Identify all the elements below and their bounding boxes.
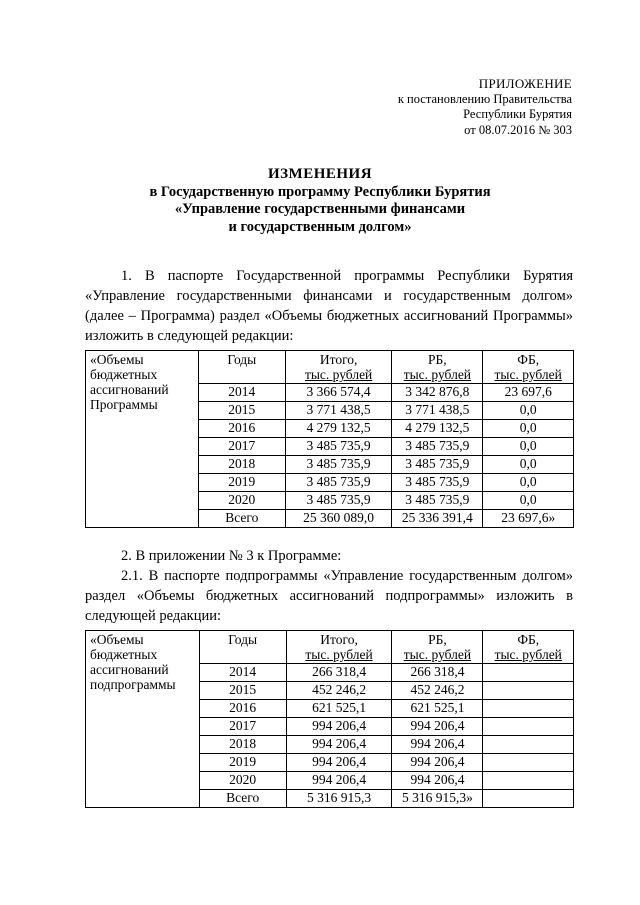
cell-total: 452 246,2 bbox=[286, 682, 392, 700]
cell-total: 621 525,1 bbox=[286, 700, 392, 718]
cell-rb: 3 342 876,8 bbox=[392, 384, 483, 402]
appendix-header bbox=[398, 76, 572, 138]
cell-total: 3 366 574,4 bbox=[285, 384, 391, 402]
cell-fb: 0,0 bbox=[483, 474, 574, 492]
table-label: «Объемы бюджетных ассигнований подпрограммы bbox=[86, 631, 200, 808]
header-total: Итого, тыс. рублей bbox=[286, 631, 392, 664]
cell-total: 25 360 089,0 bbox=[285, 510, 391, 528]
title-line-3: «Управление государственными финансами bbox=[174, 201, 466, 217]
cell-rb: 994 206,4 bbox=[392, 754, 483, 772]
cell-rb: 5 316 915,3» bbox=[392, 790, 483, 808]
cell-year: 2019 bbox=[198, 474, 285, 492]
cell-year: 2014 bbox=[198, 384, 285, 402]
cell-year: 2018 bbox=[198, 456, 285, 474]
cell-total: 994 206,4 bbox=[286, 772, 392, 790]
cell-rb: 994 206,4 bbox=[392, 772, 483, 790]
cell-year: Всего bbox=[199, 790, 286, 808]
header-years: Годы bbox=[199, 631, 286, 664]
document-title bbox=[0, 166, 640, 236]
budget-table-program bbox=[85, 350, 574, 528]
cell-rb: 4 279 132,5 bbox=[392, 420, 483, 438]
cell-year: 2018 bbox=[199, 736, 286, 754]
paragraph-1: 1. В паспорте Государственной программы Республики Бурятия «Управление государственными финансами и государственным долгом» (далее – Программа) раздел «Объемы бюджетных ассигнований Программы» изложить в следующей редакции: bbox=[85, 268, 573, 344]
title-line-1: ИЗМЕНЕНИЯ bbox=[267, 166, 373, 182]
cell-rb: 3 485 735,9 bbox=[392, 474, 483, 492]
cell-total: 3 485 735,9 bbox=[285, 456, 391, 474]
title-line-4: и государственным долгом» bbox=[228, 218, 412, 235]
cell-year: 2015 bbox=[199, 682, 286, 700]
cell-year: 2017 bbox=[198, 438, 285, 456]
paragraph-3: 2.1. В паспорте подпрограммы «Управление государственным долгом» раздел «Объемы бюджетных ассигнований подпрограммы» изложить в следующей редакции: bbox=[85, 568, 573, 624]
header-fb: ФБ, тыс. рублей bbox=[483, 351, 574, 384]
cell-total: 3 485 735,9 bbox=[285, 492, 391, 510]
cell-fb bbox=[483, 700, 574, 718]
cell-fb bbox=[483, 736, 574, 754]
cell-total: 994 206,4 bbox=[286, 718, 392, 736]
cell-year: 2020 bbox=[198, 492, 285, 510]
cell-total: 3 485 735,9 bbox=[285, 474, 391, 492]
cell-rb: 266 318,4 bbox=[392, 664, 483, 682]
cell-rb: 994 206,4 bbox=[392, 718, 483, 736]
cell-fb: 0,0 bbox=[483, 438, 574, 456]
cell-fb: 0,0 bbox=[483, 492, 574, 510]
appendix-line-1: к постановлению Правительства bbox=[397, 91, 572, 106]
cell-year: 2020 bbox=[199, 772, 286, 790]
cell-year: 2019 bbox=[199, 754, 286, 772]
cell-fb bbox=[483, 790, 574, 808]
cell-total: 3 771 438,5 bbox=[285, 402, 391, 420]
cell-rb: 3 485 735,9 bbox=[392, 492, 483, 510]
cell-rb: 3 485 735,9 bbox=[392, 456, 483, 474]
appendix-title: ПРИЛОЖЕНИЕ bbox=[478, 76, 572, 91]
budget-table-subprogram bbox=[85, 630, 574, 808]
cell-rb: 3 771 438,5 bbox=[392, 402, 483, 420]
cell-year: 2014 bbox=[199, 664, 286, 682]
cell-fb bbox=[483, 664, 574, 682]
cell-total: 5 316 915,3 bbox=[286, 790, 392, 808]
table-label: «Объемы бюджетных ассигнований Программы bbox=[86, 351, 199, 528]
cell-total: 266 318,4 bbox=[286, 664, 392, 682]
cell-rb: 621 525,1 bbox=[392, 700, 483, 718]
cell-fb bbox=[483, 772, 574, 790]
cell-total: 4 279 132,5 bbox=[285, 420, 391, 438]
cell-fb bbox=[483, 754, 574, 772]
cell-year: 2017 bbox=[199, 718, 286, 736]
cell-fb bbox=[483, 718, 574, 736]
cell-total: 994 206,4 bbox=[286, 736, 392, 754]
cell-fb: 0,0 bbox=[483, 456, 574, 474]
cell-rb: 25 336 391,4 bbox=[392, 510, 483, 528]
cell-total: 3 485 735,9 bbox=[285, 438, 391, 456]
header-rb: РБ, тыс. рублей bbox=[392, 351, 483, 384]
appendix-line-2: Республики Бурятия bbox=[463, 107, 572, 121]
cell-rb: 452 246,2 bbox=[392, 682, 483, 700]
cell-total: 994 206,4 bbox=[286, 754, 392, 772]
cell-year: Всего bbox=[198, 510, 285, 528]
header-rb: РБ, тыс. рублей bbox=[392, 631, 483, 664]
cell-year: 2016 bbox=[198, 420, 285, 438]
cell-year: 2016 bbox=[199, 700, 286, 718]
header-total: Итого, тыс. рублей bbox=[285, 351, 391, 384]
cell-fb: 0,0 bbox=[483, 402, 574, 420]
cell-rb: 994 206,4 bbox=[392, 736, 483, 754]
cell-fb: 23 697,6 bbox=[483, 384, 574, 402]
header-fb: ФБ, тыс. рублей bbox=[483, 631, 574, 664]
cell-fb: 23 697,6» bbox=[483, 510, 574, 528]
cell-year: 2015 bbox=[198, 402, 285, 420]
appendix-line-3: от 08.07.2016 № 303 bbox=[464, 122, 572, 137]
header-years: Годы bbox=[198, 351, 285, 384]
cell-fb: 0,0 bbox=[483, 420, 574, 438]
cell-rb: 3 485 735,9 bbox=[392, 438, 483, 456]
paragraph-2: 2. В приложении № 3 к Программе: bbox=[121, 548, 342, 564]
title-line-2: в Государственную программу Республики Бурятия bbox=[149, 183, 491, 200]
cell-fb bbox=[483, 682, 574, 700]
